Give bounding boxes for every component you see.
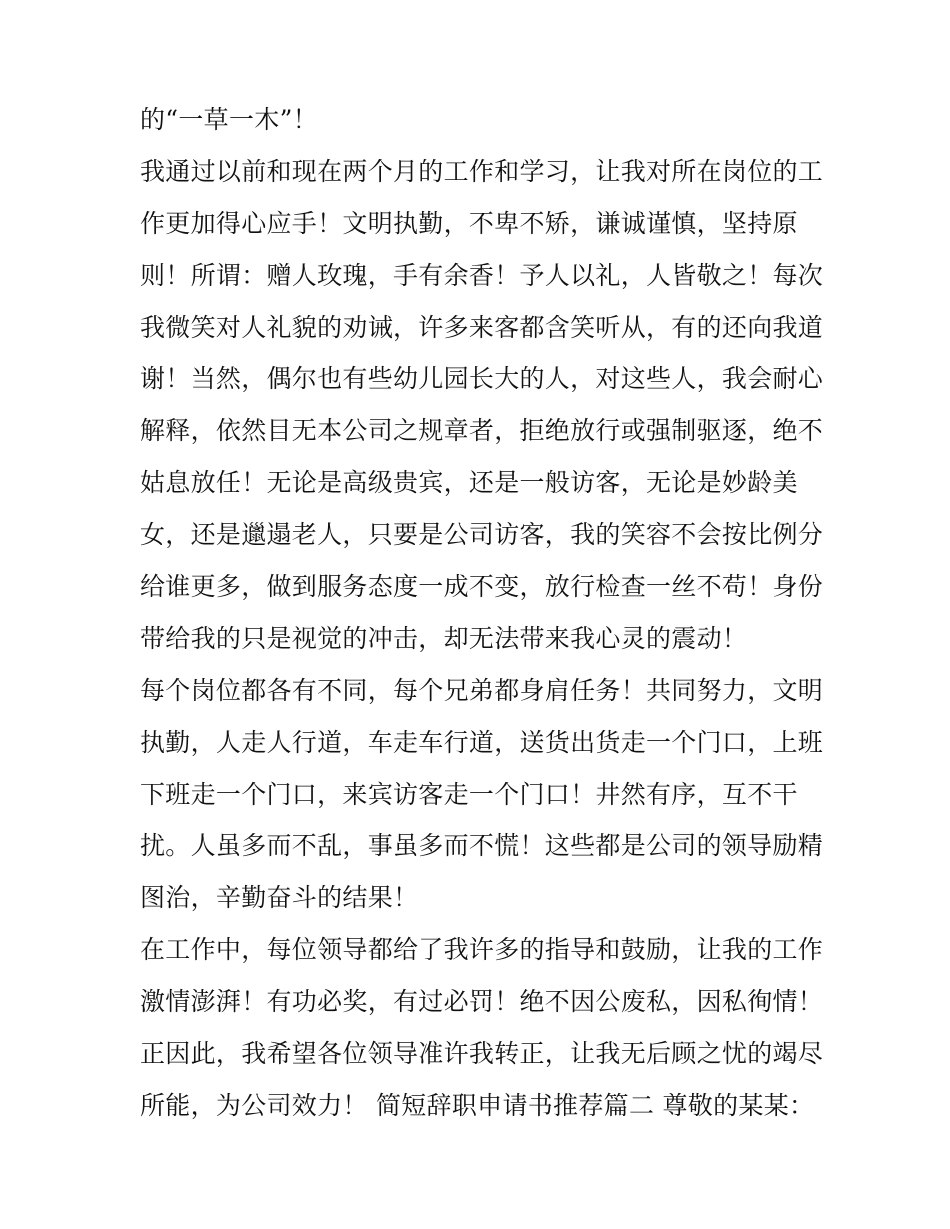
text-line-15: 扰。人虽多而不乱，事虽多而不慌！这些都是公司的领导励精 bbox=[140, 831, 824, 861]
text-line-11: 带给我的只是视觉的冲击，却无法带来我心灵的震动！ bbox=[140, 623, 748, 653]
text-line-20: 所能，为公司效力！ 简短辞职申请书推荐篇二 尊敬的某某： bbox=[140, 1090, 815, 1120]
text-line-17: 在工作中，每位领导都给了我许多的指导和鼓励，让我的工作 bbox=[140, 935, 824, 965]
text-line-3: 作更加得心应手！文明执勤，不卑不矫，谦诚谨慎，坚持原 bbox=[140, 208, 798, 238]
text-line-6: 谢！当然，偶尔也有些幼儿园长大的人，对这些人，我会耐心 bbox=[140, 364, 824, 394]
text-line-8: 姑息放任！无论是高级贵宾，还是一般访客，无论是妙龄美 bbox=[140, 468, 798, 498]
text-line-13: 执勤，人走人行道，车走车行道，送货出货走一个门口，上班 bbox=[140, 727, 824, 757]
text-line-16: 图治，辛勤奋斗的结果！ bbox=[140, 883, 419, 913]
text-line-9: 女，还是邋遢老人，只要是公司访客，我的笑容不会按比例分 bbox=[140, 520, 824, 550]
text-line-10: 给谁更多，做到服务态度一成不变，放行检查一丝不苟！身份 bbox=[140, 572, 824, 602]
text-line-14: 下班走一个门口，来宾访客走一个门口！井然有序，互不干 bbox=[140, 779, 798, 809]
text-line-2: 我通过以前和现在两个月的工作和学习，让我对所在岗位的工 bbox=[140, 156, 824, 186]
text-line-12: 每个岗位都各有不同，每个兄弟都身肩任务！共同努力，文明 bbox=[140, 675, 824, 705]
text-line-1: 的“一草一木”！ bbox=[140, 105, 318, 134]
text-line-7: 解释，依然目无本公司之规章者，拒绝放行或强制驱逐，绝不 bbox=[140, 416, 824, 446]
text-line-5: 我微笑对人礼貌的劝诫，许多来客都含笑听从，有的还向我道 bbox=[140, 312, 824, 342]
document-body bbox=[140, 105, 824, 1145]
text-line-18: 激情澎湃！有功必奖，有过必罚！绝不因公废私，因私徇情！ bbox=[140, 987, 824, 1017]
text-line-19: 正因此，我希望各位领导准许我转正，让我无后顾之忧的竭尽 bbox=[140, 1039, 824, 1069]
text-line-4: 则！所谓：赠人玫瑰，手有余香！予人以礼，人皆敬之！每次 bbox=[140, 260, 824, 290]
